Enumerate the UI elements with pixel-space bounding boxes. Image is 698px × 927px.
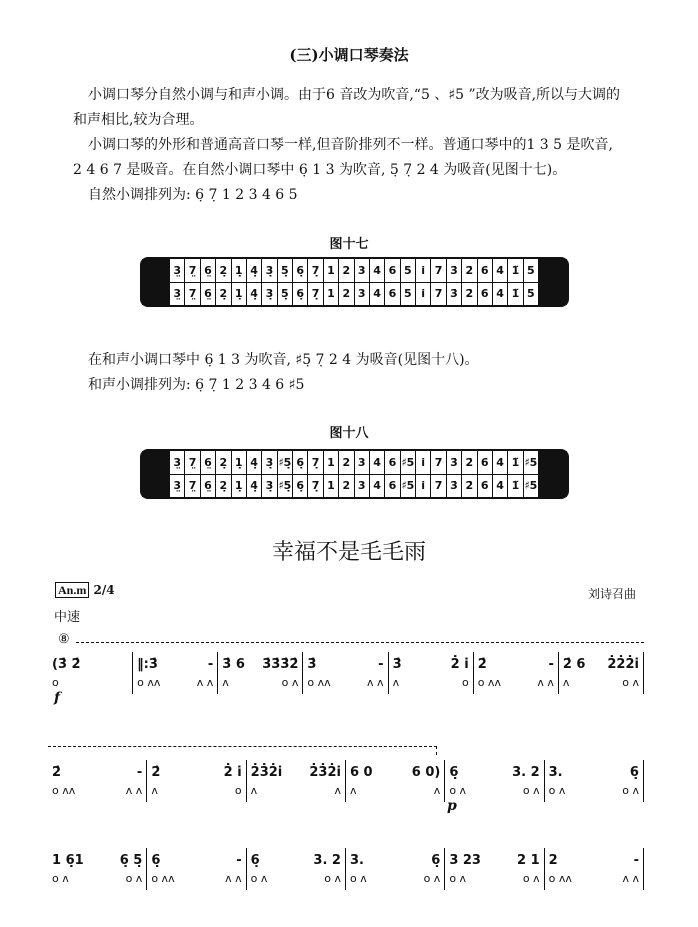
harmonica-hole: ♯5	[401, 451, 416, 474]
breath-mark: o ʌ	[622, 784, 639, 797]
measure-notes	[478, 652, 554, 676]
harmonica-hole: 2̣	[216, 451, 231, 474]
harmonica-hole: 6̇	[478, 451, 493, 474]
harmonica-hole: 7	[431, 451, 446, 474]
breath-mark: ʌ	[151, 784, 158, 797]
harmonica-hole: 7	[431, 283, 446, 306]
measure-notes	[449, 760, 539, 784]
harmonica-hole: 6̇	[478, 259, 493, 282]
breath-marks	[251, 872, 341, 890]
key-label: An.m	[55, 582, 89, 598]
measure	[217, 652, 302, 694]
note-group: 3. 2	[313, 852, 341, 868]
harmonica-diagram-17	[140, 257, 569, 307]
breath-mark: ʌ ʌ	[196, 676, 214, 689]
harmonica-hole: 1̣	[232, 451, 247, 474]
breath-mark: ʌ ʌ	[367, 676, 384, 689]
harmonic-minor-text	[73, 348, 653, 398]
measure	[246, 848, 345, 890]
note-group: 2̇3̇2̇i̇	[309, 764, 341, 780]
harmonica-hole: 7̣	[308, 451, 323, 474]
measure	[146, 760, 245, 802]
measure-notes	[350, 848, 440, 872]
breath-marks	[222, 676, 298, 694]
song-title: 幸福不是毛毛雨	[271, 540, 426, 565]
tempo-marking: 中速	[54, 610, 81, 625]
note-group: 2̇ 6	[562, 656, 586, 672]
note-group: 3 23	[449, 852, 481, 868]
measure-notes	[52, 848, 142, 872]
breath-mark: ʌ	[562, 676, 570, 689]
measure	[302, 652, 387, 694]
time-signature: 2/4	[93, 583, 115, 597]
breath-marks	[449, 784, 539, 802]
harmonica-hole: 3	[355, 451, 370, 474]
composer: 刘诗召曲	[588, 587, 637, 601]
score-line	[48, 652, 644, 694]
harmonica-hole: 7̣	[308, 283, 323, 306]
breath-mark: ʌ ʌ	[537, 676, 554, 689]
measure	[48, 848, 146, 890]
measure-notes	[563, 652, 639, 676]
breath-mark: o ʌ	[548, 784, 566, 797]
octave-dashed-line	[76, 642, 644, 643]
harmonica-hole: 5̣	[278, 259, 293, 282]
measure	[444, 848, 543, 890]
measure-notes	[251, 760, 341, 784]
breath-mark: ʌ	[392, 676, 400, 689]
note-group: -	[236, 852, 242, 868]
note-group: 3.	[349, 852, 364, 868]
score-line	[48, 848, 644, 890]
harmonica-hole: 5̇	[524, 259, 539, 282]
harmonica-hole: 7̤	[185, 475, 200, 498]
breath-marks	[350, 872, 440, 890]
note-group: 2̇2̇2̇i̇	[607, 656, 639, 672]
breath-mark: o ʌ	[522, 784, 540, 797]
harmonica-end-cap	[539, 259, 567, 305]
breath-marks	[307, 676, 383, 694]
breath-mark: o ʌʌ	[307, 676, 331, 689]
harmonica-hole: 2̣	[216, 475, 231, 498]
note-group: -	[548, 656, 554, 672]
note-group: 6 0)	[411, 764, 441, 780]
note-group: -	[633, 852, 639, 868]
measure-notes	[549, 760, 639, 784]
harmonica-hole: 1̣	[232, 259, 247, 282]
measure	[48, 652, 132, 694]
harmonica-hole: 1	[324, 451, 339, 474]
harmonica-end-cap	[539, 451, 567, 497]
key-signature	[55, 583, 115, 598]
measure-notes	[137, 652, 213, 676]
harmonica-hole: 2	[339, 259, 354, 282]
harmonica-hole: 6	[385, 451, 400, 474]
harmonica-hole: 3	[355, 283, 370, 306]
note-group: (3̇ 2̇	[52, 656, 81, 672]
note-group: 2̇3̇2̇i̇	[250, 764, 283, 780]
section-title: (三)小调口琴奏法	[289, 46, 409, 64]
harmonica-hole: 5̇	[524, 283, 539, 306]
note-group: 2̇	[151, 764, 161, 780]
breath-mark: ʌ ʌ	[622, 872, 639, 885]
note-group: 6̣	[449, 764, 459, 780]
harmonica-hole: 2̇	[462, 259, 477, 282]
note-group: 2	[548, 852, 558, 868]
breath-marks	[393, 676, 469, 694]
harmonica-hole: 1	[324, 475, 339, 498]
harmonica-hole: 6̤	[201, 475, 216, 498]
harmonica-hole: 6̣	[293, 283, 308, 306]
note-group: 2̇	[52, 764, 62, 780]
harmonica-hole: 6̣	[293, 259, 308, 282]
note-group: 3̇3̇3̇2̇	[262, 656, 299, 672]
harmonica-hole: 6̤	[201, 283, 216, 306]
dynamic-piano: p	[447, 798, 457, 814]
intro-text	[73, 83, 653, 208]
breath-marks	[549, 872, 639, 890]
harmonica-hole: 4	[370, 259, 385, 282]
breath-mark: o	[52, 676, 59, 689]
breath-mark: o ʌ	[522, 872, 540, 885]
harmonica-hole: 2	[339, 475, 354, 498]
figure-18-label: 图十八	[329, 426, 369, 441]
note-group: 1 6̣1	[52, 852, 84, 868]
harmonica-hole: 3̇	[447, 451, 462, 474]
breath-marks	[52, 784, 142, 802]
breath-marks	[137, 676, 213, 694]
harmonica-hole: i̇	[416, 475, 431, 498]
breath-marks	[549, 784, 639, 802]
harmonica-hole: 4̣	[247, 451, 262, 474]
paragraph-line: 小调口琴的外形和普通高音口琴一样,但音阶排列不一样。普通口琴中的1 3 5 是吹音,	[88, 137, 613, 153]
breath-mark: o ʌ	[449, 872, 467, 885]
breath-mark: o	[461, 676, 469, 689]
harmonica-hole: 2̇	[462, 475, 477, 498]
note-group: 6̣	[629, 764, 639, 780]
harmonica-hole: 5̣	[278, 283, 293, 306]
breath-marks	[251, 784, 341, 802]
breath-marks	[151, 872, 241, 890]
octave-dashed-line	[48, 746, 437, 755]
note-group: 2̇ i̇	[450, 656, 469, 672]
measure	[544, 760, 644, 802]
harmonica-hole: 4	[370, 283, 385, 306]
dynamic-forte: f	[54, 690, 61, 706]
harmonica-hole: 3̇	[447, 475, 462, 498]
measure-notes	[251, 848, 341, 872]
measure	[132, 652, 217, 694]
paragraph-line: 自然小调排列为: 6̣ 7̣ 1 2 3 4 6 5	[88, 187, 298, 203]
breath-mark: o ʌʌ	[52, 784, 76, 797]
breath-mark: ʌ	[250, 784, 258, 797]
note-group: 3.	[548, 764, 563, 780]
breath-marks	[563, 676, 639, 694]
harmonica-hole: 6	[385, 283, 400, 306]
breath-mark: o ʌ	[622, 676, 639, 689]
breath-mark: o ʌʌ	[477, 676, 501, 689]
breath-marks	[151, 784, 241, 802]
measure	[473, 652, 558, 694]
harmonica-hole: 1̈	[508, 451, 523, 474]
harmonica-end-cap	[142, 259, 170, 305]
paragraph-line: 在和声小调口琴中 6̣ 1 3 为吹音, ♯5̣ 7̣ 2 4 为吸音(见图十八)。	[88, 352, 479, 368]
harmonica-hole: 1̣	[232, 283, 247, 306]
measure	[558, 652, 644, 694]
harmonica-hole: 4̇	[493, 475, 508, 498]
breath-mark: ʌ	[222, 676, 229, 689]
measure	[146, 848, 245, 890]
harmonica-hole: 4̇	[493, 283, 508, 306]
note-group: 3̇	[307, 656, 317, 672]
measure-notes	[449, 848, 539, 872]
harmonica-hole: 6	[385, 259, 400, 282]
harmonica-hole: 1̈	[508, 475, 523, 498]
note-group: 6 0	[349, 764, 373, 780]
harmonica-hole: 3̣	[262, 283, 277, 306]
note-group: 2̇	[477, 656, 487, 672]
harmonica-hole: 4̣	[247, 259, 262, 282]
breath-mark: ʌ	[334, 784, 341, 797]
harmonica-hole: 5	[401, 283, 416, 306]
harmonica-hole: 3̣	[262, 259, 277, 282]
breath-marks	[52, 872, 142, 890]
harmonica-hole: 2̣	[216, 283, 231, 306]
paragraph-line: 和声小调排列为: 6̣ 7̣ 1 2 3 4 6 ♯5	[88, 377, 305, 393]
harmonica-hole: ♯5̣	[278, 475, 293, 498]
breath-mark: o ʌ	[125, 872, 143, 885]
breath-mark: o	[234, 784, 242, 797]
note-group: 6̣ 5̣	[119, 852, 143, 868]
breath-mark: o ʌ	[324, 872, 341, 885]
octave-mark: ⑧	[58, 632, 70, 647]
breath-mark: o ʌʌ	[548, 872, 572, 885]
harmonica-hole: 3	[355, 259, 370, 282]
note-group: 3̇ 6	[222, 656, 245, 672]
measure-notes	[151, 760, 241, 784]
breath-mark: o ʌʌ	[151, 872, 175, 885]
harmonica-hole: 4	[370, 451, 385, 474]
figure-17-label: 图十七	[329, 237, 369, 252]
note-group: 3. 2	[512, 764, 540, 780]
measure-notes	[52, 652, 128, 676]
breath-mark: o ʌ	[349, 872, 367, 885]
harmonica-hole: 6̣	[293, 475, 308, 498]
harmonica-hole: ♯5	[401, 475, 416, 498]
measure-notes	[52, 760, 142, 784]
harmonica-hole: i̇	[416, 451, 431, 474]
harmonica-hole: 7̣	[308, 259, 323, 282]
harmonica-hole: 3	[355, 475, 370, 498]
harmonica-hole: 3̤	[170, 451, 185, 474]
harmonica-hole: 1̈	[508, 259, 523, 282]
breath-mark: o ʌ	[52, 872, 69, 885]
harmonica-hole: 7̤	[185, 451, 200, 474]
harmonica-hole: 3̤	[170, 475, 185, 498]
breath-mark: o ʌ	[281, 676, 299, 689]
note-group: 2 1	[517, 852, 540, 868]
measure	[48, 760, 146, 802]
note-group: ‖:3̇	[137, 656, 158, 672]
harmonica-hole: 7	[431, 475, 446, 498]
harmonica-hole: 1̈	[508, 283, 523, 306]
measure	[544, 848, 644, 890]
harmonica-diagram-18	[140, 449, 569, 499]
harmonica-hole: 2̣	[216, 259, 231, 282]
harmonica-hole: 5	[401, 259, 416, 282]
harmonica-hole: 4̣	[247, 475, 262, 498]
harmonica-hole: ♯5̇	[524, 451, 539, 474]
measure-notes	[393, 652, 469, 676]
note-group: -	[207, 656, 214, 672]
note-group: -	[378, 656, 384, 672]
harmonica-hole: 6	[385, 475, 400, 498]
measure-notes	[151, 848, 241, 872]
measure-notes	[307, 652, 383, 676]
breath-mark: ʌ ʌ	[125, 784, 143, 797]
measure	[444, 760, 543, 802]
harmonica-hole: ♯5̇	[524, 475, 539, 498]
harmonica-hole: 7̤	[185, 283, 200, 306]
measure-notes	[549, 848, 639, 872]
breath-marks	[478, 676, 554, 694]
harmonica-hole: 1̣	[232, 475, 247, 498]
harmonica-hole: 3̣	[262, 475, 277, 498]
harmonica-hole: 3̇	[447, 259, 462, 282]
harmonica-hole: ♯5̣	[278, 451, 293, 474]
breath-marks	[449, 872, 539, 890]
breath-mark: o ʌ	[423, 872, 441, 885]
harmonica-hole: 6̤	[201, 451, 216, 474]
harmonica-hole: 1	[324, 259, 339, 282]
measure	[345, 848, 444, 890]
breath-marks	[52, 676, 128, 694]
harmonica-hole: 7	[431, 259, 446, 282]
note-group: 3̇	[392, 656, 402, 672]
measure-notes	[222, 652, 298, 676]
harmonica-hole: 6̇	[478, 283, 493, 306]
breath-mark: ʌ	[349, 784, 357, 797]
paragraph-line: 和声相比,较为合理。	[73, 112, 204, 128]
harmonica-end-cap	[142, 451, 170, 497]
breath-mark: o ʌ	[250, 872, 268, 885]
note-group: 6̣	[151, 852, 161, 868]
measure	[246, 760, 345, 802]
harmonica-hole: 3̣	[262, 451, 277, 474]
harmonica-hole: i̇	[416, 283, 431, 306]
harmonica-hole: 2	[339, 283, 354, 306]
measure	[388, 652, 473, 694]
harmonica-hole: 7̤	[185, 259, 200, 282]
measure-notes	[350, 760, 440, 784]
harmonica-hole: 3̤	[170, 283, 185, 306]
note-group: -	[136, 764, 143, 780]
harmonica-hole: 2	[339, 451, 354, 474]
harmonica-hole: 1	[324, 283, 339, 306]
breath-mark: o ʌ	[449, 784, 467, 797]
harmonica-hole: 4̇	[493, 259, 508, 282]
harmonica-hole: 6̇	[478, 475, 493, 498]
note-group: 6̣	[431, 852, 441, 868]
note-group: 6̣	[250, 852, 260, 868]
paragraph-line: 小调口琴分自然小调与和声小调。由于6 音改为吹音,“5 、♯5 ”改为吸音,所以与大调的	[88, 87, 621, 103]
harmonica-hole: 3̇	[447, 283, 462, 306]
harmonica-hole: 3̤	[170, 259, 185, 282]
harmonica-hole: i̇	[416, 259, 431, 282]
breath-marks	[350, 784, 440, 802]
breath-mark: ʌ	[433, 784, 441, 797]
harmonica-hole: 4̣	[247, 283, 262, 306]
harmonica-hole: 2̇	[462, 283, 477, 306]
harmonica-hole: 7̣	[308, 475, 323, 498]
harmonica-hole: 6̤	[201, 259, 216, 282]
harmonica-hole: 4	[370, 475, 385, 498]
harmonica-hole: 4̇	[493, 451, 508, 474]
score-line	[48, 760, 644, 802]
harmonica-hole: 6̣	[293, 451, 308, 474]
paragraph-line: 2 4 6 7 是吸音。在自然小调口琴中 6̣ 1 3 为吹音, 5̣ 7̣ 2 4 为吸音(见图十七)。	[73, 162, 567, 178]
breath-mark: ʌ ʌ	[225, 872, 242, 885]
measure	[345, 760, 444, 802]
note-group: 2̇ i̇	[223, 764, 242, 780]
harmonica-hole: 2̇	[462, 451, 477, 474]
breath-mark: o ʌʌ	[137, 676, 161, 689]
